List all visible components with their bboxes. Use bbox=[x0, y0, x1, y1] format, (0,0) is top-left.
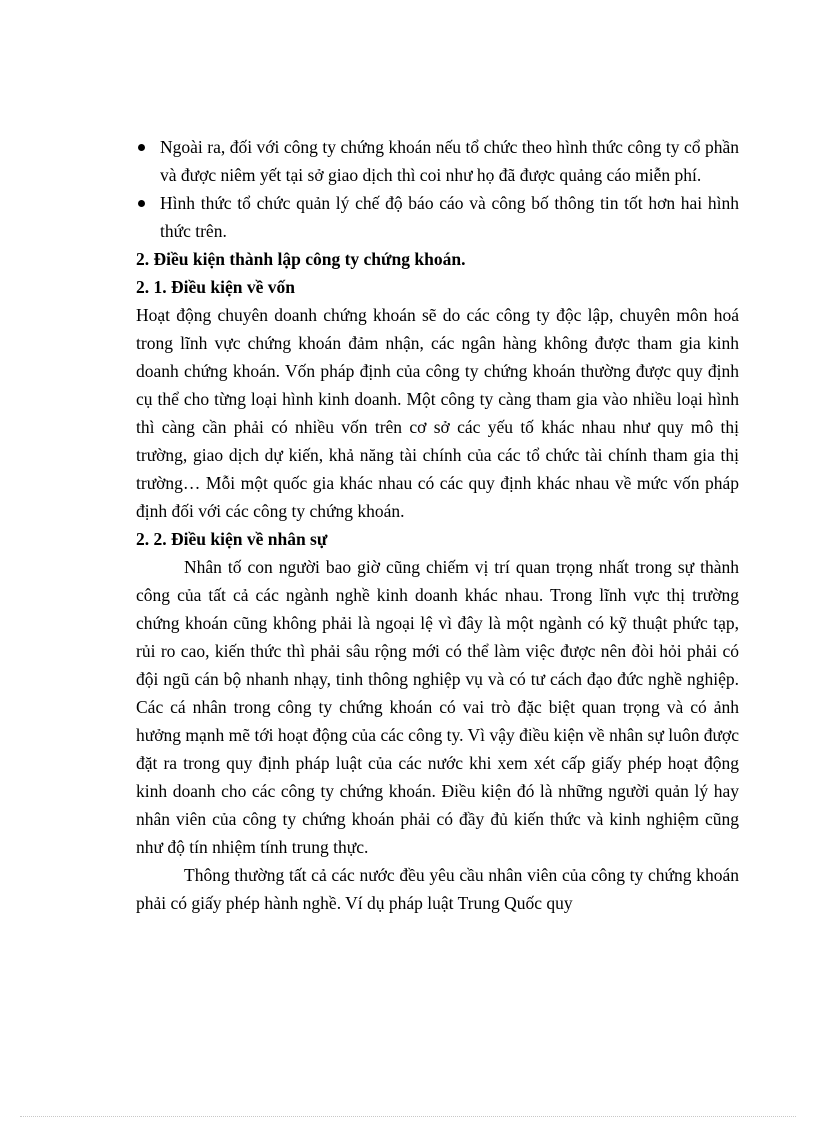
bullet-list bbox=[136, 133, 739, 245]
subsection-heading-capital: 2. 1. Điều kiện về vốn bbox=[136, 277, 295, 297]
page-content bbox=[136, 133, 739, 917]
bullet-dot-icon bbox=[138, 200, 145, 207]
bullet-item bbox=[136, 133, 739, 189]
bullet-text: Hình thức tổ chức quản lý chế độ báo cáo và công bố thông tin tốt hơn hai hình thức trên. bbox=[160, 193, 739, 241]
bullet-dot-icon bbox=[138, 144, 145, 151]
subsection-heading-personnel: 2. 2. Điều kiện về nhân sự bbox=[136, 529, 328, 549]
paragraph-personnel-2: Thông thường tất cả các nước đều yêu cầu nhân viên của công ty chứng khoán phải có giấy phép hành nghề. Ví dụ pháp luật Trung Quốc quy bbox=[136, 865, 739, 913]
footer-divider bbox=[20, 1116, 796, 1117]
paragraph-personnel-1: Nhân tố con người bao giờ cũng chiếm vị trí quan trọng nhất trong sự thành công của tất cả các ngành nghề kinh doanh khác nhau. Trong lĩnh vực thị trường chứng khoán cũng không phải là ngoại lệ vì đây là một ngành có kỹ thuật phức tạp, rủi ro cao, kiến thức thì phải sâu rộng mới có thể làm việc được nên đòi hỏi phải có đội ngũ cán bộ nhanh nhạy, tinh thông nghiệp vụ và có tư cách đạo đức nghề nghiệp. Các cá nhân trong công ty chứng khoán có vai trò đặc biệt quan trọng và có ảnh hưởng mạnh mẽ tới hoạt động của các công ty. Vì vậy điều kiện về nhân sự luôn được đặt ra trong quy định pháp luật của các nước khi xem xét cấp giấy phép hoạt động kinh doanh cho các công ty chứng khoán. Điều kiện đó là những người quản lý hay nhân viên của công ty chứng khoán phải có đầy đủ kiến thức và kinh nghiệm cũng như độ tín nhiệm tính trung thực. bbox=[136, 557, 739, 857]
paragraph-capital: Hoạt động chuyên doanh chứng khoán sẽ do các công ty độc lập, chuyên môn hoá trong lĩnh vực chứng khoán đảm nhận, các ngân hàng không được tham gia kinh doanh chứng khoán. Vốn pháp định của công ty chứng khoán thường được quy định cụ thể cho từng loại hình kinh doanh. Một công ty càng tham gia vào nhiều loại hình thì càng cần phải có nhiều vốn trên cơ sở các yếu tố khác nhau như quy mô thị trường, giao dịch dự kiến, khả năng tài chính của các tổ chức tài chính tham gia thị trường… Mỗi một quốc gia khác nhau có các quy định khác nhau về mức vốn pháp định đối với các công ty chứng khoán. bbox=[136, 305, 739, 521]
bullet-text: Ngoài ra, đối với công ty chứng khoán nếu tổ chức theo hình thức công ty cổ phần và được niêm yết tại sở giao dịch thì coi như họ đã được quảng cáo miễn phí. bbox=[160, 137, 739, 185]
section-heading: 2. Điều kiện thành lập công ty chứng khoán. bbox=[136, 249, 466, 269]
bullet-item bbox=[136, 189, 739, 245]
